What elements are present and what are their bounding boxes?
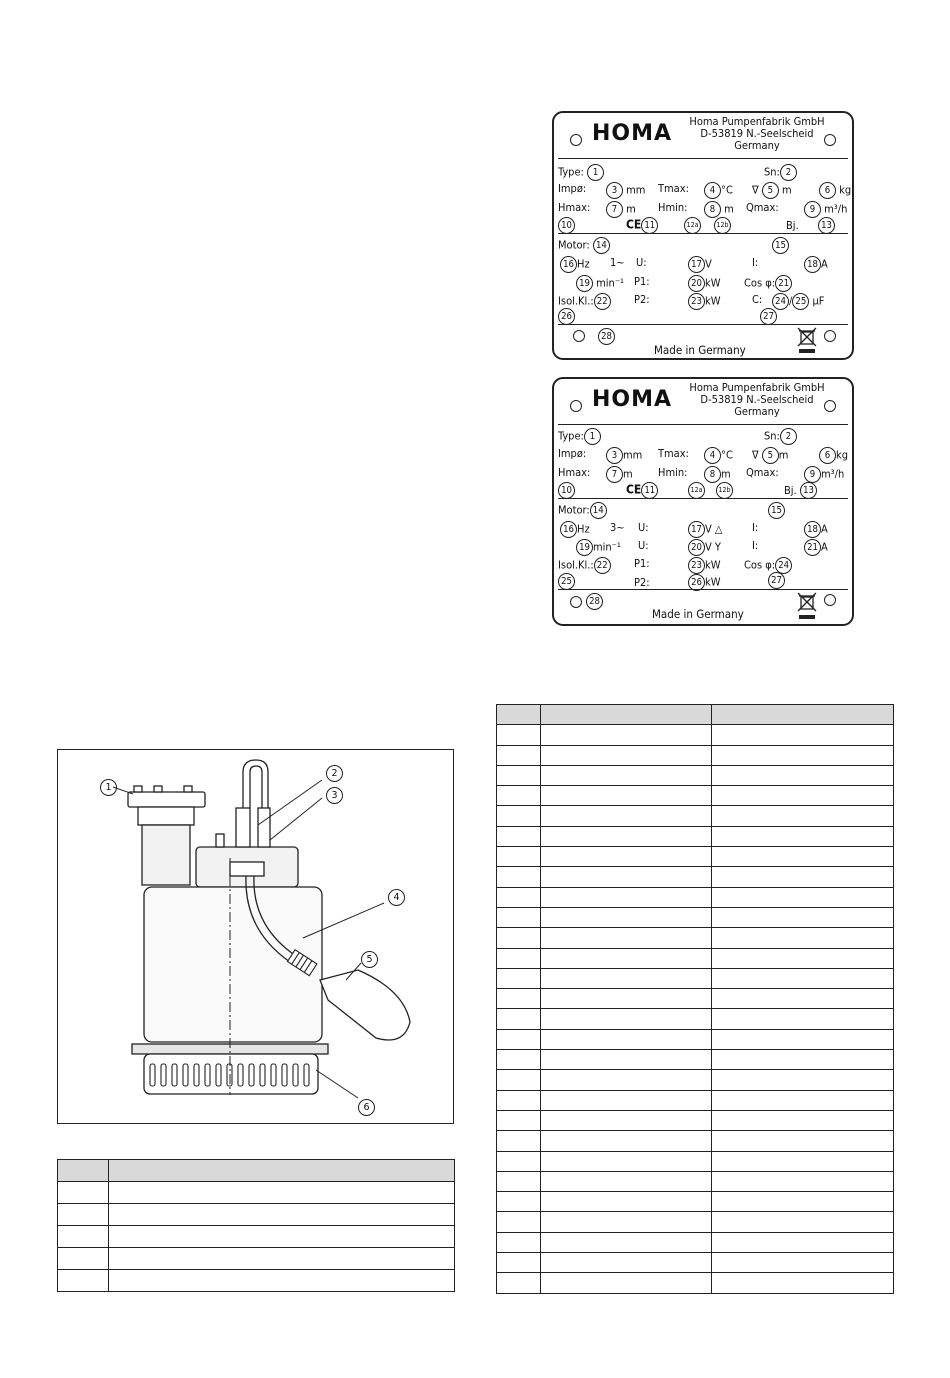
table-row	[497, 1009, 894, 1029]
strainer-slot	[238, 1064, 243, 1086]
table-cell	[540, 1273, 711, 1293]
table-cell	[497, 887, 541, 907]
table-row	[497, 1192, 894, 1212]
strainer-slot	[205, 1064, 210, 1086]
table-row	[58, 1248, 455, 1270]
marker-15: 15	[768, 502, 785, 519]
made-in-germany: Made in Germany	[654, 343, 746, 357]
strainer-slot	[216, 1064, 221, 1086]
table-cell	[711, 786, 893, 806]
table-cell	[711, 928, 893, 948]
marker-21: 21	[804, 539, 821, 556]
nameplate-legend-table	[496, 704, 894, 1294]
table-cell	[497, 948, 541, 968]
marker-2: 2	[780, 428, 797, 445]
callout-4: 4	[388, 889, 405, 906]
table-cell	[711, 907, 893, 927]
table-cell	[711, 826, 893, 846]
table-cell	[497, 745, 541, 765]
table-cell	[58, 1248, 109, 1270]
marker-28: 28	[586, 593, 603, 610]
table-cell	[540, 887, 711, 907]
table-cell	[497, 1232, 541, 1252]
strainer-slot	[271, 1064, 276, 1086]
marker-23: 23	[688, 293, 705, 310]
table-row	[497, 1090, 894, 1110]
strainer-slot	[172, 1064, 177, 1086]
table-cell	[711, 1050, 893, 1070]
table-header-row	[58, 1160, 455, 1182]
mounting-hole	[824, 594, 836, 606]
table-row	[497, 1232, 894, 1252]
pump-figure	[57, 749, 454, 1124]
table-cell	[711, 765, 893, 785]
marker-11: 11	[641, 482, 658, 499]
marker-9: 9	[804, 466, 821, 483]
table-cell	[540, 989, 711, 1009]
marker-7: 7	[606, 201, 623, 218]
made-in-germany: Made in Germany	[652, 607, 744, 621]
marker-27: 27	[760, 308, 777, 325]
nameplate-single-phase: HOMA Homa Pumpenfabrik GmbH D-53819 N.-Seelscheid Germany Type: 1 Sn: 2 Impø: 3 mm Tmax: 4 °C ∇ 5 m 6 kg Hmax: 7 m Hmin: 8 m Qmax: 9 m³/h 10 CE 11 12a 12b Bj. 13 Motor: 14 15 16 Hz 1~ U: 17 V I: 18 A 19 min⁻¹ P1: 20 kW Cos φ: 21 Isol.Kl.: 22 P2: 23 kW C: 24 / 25 µF 26 27 28 Made in Germany	[552, 111, 854, 360]
header-cell	[497, 705, 541, 725]
marker-5: 5	[762, 447, 779, 464]
marker-14: 14	[593, 237, 610, 254]
table-cell	[497, 989, 541, 1009]
table-cell	[497, 1192, 541, 1212]
marker-25: 25	[792, 293, 809, 310]
marker-20: 20	[688, 539, 705, 556]
table-row	[497, 948, 894, 968]
table-row	[497, 1110, 894, 1130]
marker-1: 1	[587, 164, 604, 181]
table-row	[497, 1131, 894, 1151]
table-cell	[711, 1171, 893, 1191]
table-cell	[540, 867, 711, 887]
marker-11: 11	[641, 217, 658, 234]
table-row	[58, 1182, 455, 1204]
marker-19: 19	[576, 539, 593, 556]
table-row	[497, 968, 894, 988]
table-cell	[497, 1090, 541, 1110]
marker-6: 6	[819, 182, 836, 199]
table-cell	[58, 1204, 109, 1226]
table-cell	[540, 1050, 711, 1070]
weee-bin-icon	[796, 591, 818, 621]
marker-16: 16	[560, 256, 577, 273]
divider	[558, 233, 848, 234]
table-row	[497, 1050, 894, 1070]
marker-27: 27	[768, 572, 785, 589]
table-cell	[711, 989, 893, 1009]
table-cell	[711, 968, 893, 988]
table-cell	[711, 1273, 893, 1293]
marker-24: 24	[775, 557, 792, 574]
divider	[558, 324, 848, 325]
strainer-slot	[194, 1064, 199, 1086]
table-cell	[108, 1270, 454, 1292]
mounting-hole	[824, 330, 836, 342]
table-cell	[711, 847, 893, 867]
marker-10: 10	[558, 482, 575, 499]
table-row	[497, 745, 894, 765]
table-row	[497, 826, 894, 846]
table-cell	[540, 928, 711, 948]
marker-26: 26	[688, 574, 705, 591]
table-cell	[711, 806, 893, 826]
table-row	[497, 989, 894, 1009]
marker-17: 17	[688, 521, 705, 538]
strainer-slot	[150, 1064, 155, 1086]
table-cell	[58, 1270, 109, 1292]
table-cell	[497, 1273, 541, 1293]
pump-drawing	[58, 750, 455, 1125]
table-cell	[711, 1070, 893, 1090]
marker-23: 23	[688, 557, 705, 574]
marker-12b: 12b	[714, 217, 731, 234]
table-cell	[711, 745, 893, 765]
callout-5: 5	[361, 951, 378, 968]
table-row	[497, 765, 894, 785]
company-address: Homa Pumpenfabrik GmbH D-53819 N.-Seelscheid Germany	[689, 381, 825, 418]
table-cell	[540, 907, 711, 927]
divider	[558, 589, 848, 590]
table-cell	[58, 1226, 109, 1248]
table-cell	[540, 826, 711, 846]
table-cell	[497, 725, 541, 745]
table-cell	[540, 1070, 711, 1090]
table-cell	[711, 1151, 893, 1171]
marker-9: 9	[804, 201, 821, 218]
table-cell	[540, 786, 711, 806]
table-row	[497, 1070, 894, 1090]
table-cell	[711, 1131, 893, 1151]
table-cell	[497, 968, 541, 988]
table-cell	[497, 1110, 541, 1130]
parts-legend-table	[57, 1159, 455, 1292]
marker-4: 4	[704, 447, 721, 464]
table-cell	[497, 1131, 541, 1151]
marker-16: 16	[560, 521, 577, 538]
header-cell	[711, 705, 893, 725]
table-cell	[540, 1151, 711, 1171]
table-row	[497, 1171, 894, 1191]
strainer-slot	[304, 1064, 309, 1086]
marker-6: 6	[819, 447, 836, 464]
table-row	[497, 1273, 894, 1293]
table-cell	[497, 907, 541, 927]
table-cell	[540, 1090, 711, 1110]
table-cell	[540, 948, 711, 968]
table-cell	[540, 1232, 711, 1252]
table-row	[497, 1253, 894, 1273]
strainer-slot	[161, 1064, 166, 1086]
marker-28: 28	[598, 328, 615, 345]
table-cell	[497, 1253, 541, 1273]
marker-13: 13	[800, 482, 817, 499]
table-cell	[540, 725, 711, 745]
marker-17: 17	[688, 256, 705, 273]
table-cell	[711, 887, 893, 907]
table-cell	[711, 867, 893, 887]
table-cell	[497, 928, 541, 948]
company-address: Homa Pumpenfabrik GmbH D-53819 N.-Seelscheid Germany	[689, 115, 825, 152]
table-cell	[497, 1212, 541, 1232]
marker-22: 22	[594, 293, 611, 310]
table-cell	[497, 826, 541, 846]
table-cell	[540, 968, 711, 988]
table-row	[497, 806, 894, 826]
header-cell	[58, 1160, 109, 1182]
marker-1: 1	[584, 428, 601, 445]
table-row	[497, 847, 894, 867]
marker-13: 13	[818, 217, 835, 234]
table-header-row	[497, 705, 894, 725]
mounting-hole	[570, 134, 582, 146]
marker-8: 8	[704, 466, 721, 483]
table-cell	[711, 1232, 893, 1252]
marker-3: 3	[606, 447, 623, 464]
marker-22: 22	[594, 557, 611, 574]
marker-3: 3	[606, 182, 623, 199]
table-row	[497, 1151, 894, 1171]
mounting-hole	[570, 400, 582, 412]
table-cell	[711, 725, 893, 745]
table-cell	[711, 1253, 893, 1273]
marker-8: 8	[704, 201, 721, 218]
table-cell	[108, 1204, 454, 1226]
divider	[558, 158, 848, 159]
table-cell	[711, 1009, 893, 1029]
callout-6: 6	[358, 1099, 375, 1116]
divider	[558, 424, 848, 425]
table-row	[497, 928, 894, 948]
table-row	[58, 1270, 455, 1292]
table-cell	[497, 1151, 541, 1171]
table-row	[497, 867, 894, 887]
marker-5: 5	[762, 182, 779, 199]
table-cell	[540, 1192, 711, 1212]
table-row	[58, 1204, 455, 1226]
marker-21: 21	[775, 275, 792, 292]
table-cell	[540, 1029, 711, 1049]
table-cell	[711, 1090, 893, 1110]
marker-7: 7	[606, 466, 623, 483]
marker-10: 10	[558, 217, 575, 234]
mounting-hole	[570, 596, 582, 608]
nameplate-three-phase: HOMA Homa Pumpenfabrik GmbH D-53819 N.-Seelscheid Germany Type: 1 Sn: 2 Impø: 3 mm Tmax: 4 °C ∇ 5 m 6 kg Hmax: 7 m Hmin: 8 m Qmax: 9 m³/h 10 CE 11 12a 12b Bj. 13 Motor: 14 15 16 Hz 3~ U: 17 V △ I: 18 A 19 min⁻¹ U: 20 V Y I: 21 A Isol.Kl.: 22 P1: 23 kW Cos φ: 24 25 P2: 26 kW 27 28 Made in Germany	[552, 377, 854, 626]
strainer-slot	[282, 1064, 287, 1086]
marker-15: 15	[772, 237, 789, 254]
table-row	[497, 1212, 894, 1232]
table-cell	[540, 1131, 711, 1151]
divider	[558, 498, 848, 499]
marker-12b: 12b	[716, 482, 733, 499]
table-cell	[540, 847, 711, 867]
table-cell	[540, 806, 711, 826]
table-cell	[497, 806, 541, 826]
table-cell	[711, 1192, 893, 1212]
callout-1: 1	[100, 779, 117, 796]
table-row	[497, 1029, 894, 1049]
strainer-slot	[260, 1064, 265, 1086]
table-row	[497, 725, 894, 745]
mounting-hole	[573, 330, 585, 342]
callout-3: 3	[326, 787, 343, 804]
marker-2: 2	[780, 164, 797, 181]
table-cell	[497, 1070, 541, 1090]
marker-14: 14	[590, 502, 607, 519]
table-row	[497, 887, 894, 907]
table-cell	[497, 1009, 541, 1029]
table-cell	[711, 1110, 893, 1130]
strainer-slot	[293, 1064, 298, 1086]
table-cell	[711, 1029, 893, 1049]
table-cell	[497, 786, 541, 806]
table-cell	[497, 847, 541, 867]
table-row	[497, 786, 894, 806]
table-cell	[108, 1226, 454, 1248]
homa-logo: HOMA	[592, 387, 673, 412]
table-row	[58, 1226, 455, 1248]
table-cell	[540, 1009, 711, 1029]
marker-12a: 12a	[688, 482, 705, 499]
table-cell	[497, 1050, 541, 1070]
marker-24: 24	[772, 293, 789, 310]
table-cell	[540, 765, 711, 785]
marker-26: 26	[558, 308, 575, 325]
table-cell	[108, 1248, 454, 1270]
table-cell	[58, 1182, 109, 1204]
callout-2: 2	[326, 765, 343, 782]
table-cell	[540, 1253, 711, 1273]
table-cell	[540, 1212, 711, 1232]
marker-25: 25	[558, 573, 575, 590]
table-cell	[497, 1029, 541, 1049]
table-row	[497, 907, 894, 927]
table-cell	[540, 745, 711, 765]
homa-logo: HOMA	[592, 121, 673, 146]
header-cell	[108, 1160, 454, 1182]
table-cell	[497, 867, 541, 887]
marker-18: 18	[804, 256, 821, 273]
table-cell	[711, 948, 893, 968]
marker-4: 4	[704, 182, 721, 199]
marker-19: 19	[576, 275, 593, 292]
marker-20: 20	[688, 275, 705, 292]
table-cell	[540, 1110, 711, 1130]
table-cell	[497, 765, 541, 785]
marker-12a: 12a	[684, 217, 701, 234]
marker-18: 18	[804, 521, 821, 538]
table-cell	[108, 1182, 454, 1204]
table-cell	[711, 1212, 893, 1232]
strainer-slot	[183, 1064, 188, 1086]
strainer-slot	[249, 1064, 254, 1086]
table-cell	[497, 1171, 541, 1191]
header-cell	[540, 705, 711, 725]
table-cell	[540, 1171, 711, 1191]
weee-bin-icon	[796, 326, 818, 354]
